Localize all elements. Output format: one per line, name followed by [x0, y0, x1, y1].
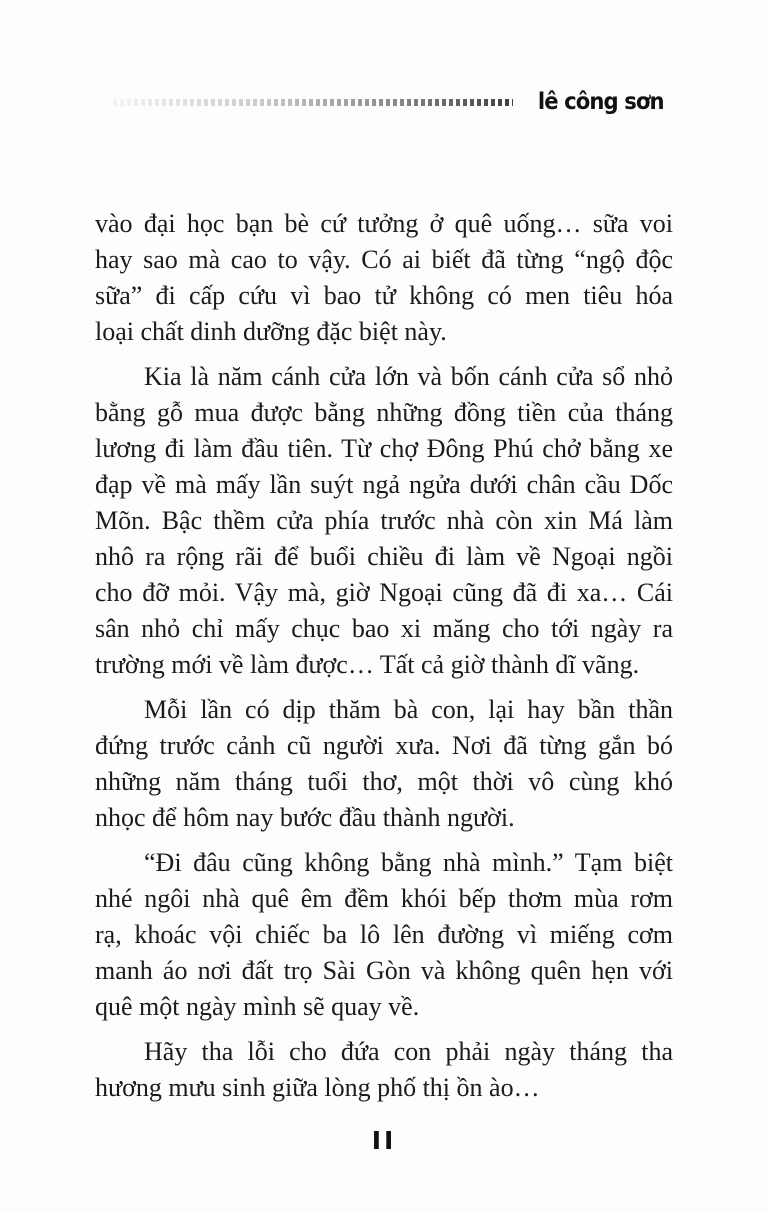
- text-line: vào đại học bạn bè cứ tưởng ở quê uống… sữa voi: [95, 209, 673, 238]
- text-line: nhé ngôi nhà quê êm đềm khói bếp thơm mùa rơm: [95, 884, 673, 913]
- text-line: hay sao mà cao to vậy. Có ai biết đã từng “ngộ độc: [95, 245, 673, 274]
- text-line: đạp về mà mấy lần suýt ngả ngửa dưới chân cầu Dốc: [95, 470, 673, 499]
- body-text: [95, 206, 673, 1115]
- text-line: loại chất dinh dưỡng đặc biệt này.: [95, 317, 447, 346]
- page-number: II: [371, 1126, 397, 1155]
- text-line: manh áo nơi đất trọ Sài Gòn và không quên hẹn với: [95, 956, 673, 985]
- text-line: lương đi làm đầu tiên. Từ chợ Đông Phú chở bằng xe: [95, 434, 673, 463]
- paragraph: [95, 359, 673, 683]
- paragraph: [95, 1034, 673, 1106]
- author-name: lê công sơn: [538, 89, 664, 115]
- text-line: Mõn. Bậc thềm cửa phía trước nhà còn xin Má làm: [95, 506, 673, 535]
- text-line: bằng gỗ mua được bằng những đồng tiền của tháng: [95, 398, 673, 427]
- paragraph: [95, 206, 673, 350]
- text-line: quê một ngày mình sẽ quay về.: [95, 992, 420, 1021]
- text-line: hương mưu sinh giữa lòng phố thị ồn ào…: [95, 1073, 540, 1102]
- dotted-leader: [113, 99, 513, 106]
- paragraph: [95, 692, 673, 836]
- text-line: Hãy tha lỗi cho đứa con phải ngày tháng tha: [144, 1037, 673, 1066]
- text-line: cho đỡ mỏi. Vậy mà, giờ Ngoại cũng đã đi xa… Cái: [95, 578, 673, 607]
- text-line: nhọc để hôm nay bước đầu thành người.: [95, 803, 515, 832]
- text-line: “Đi đâu cũng không bằng nhà mình.” Tạm biệt: [144, 848, 673, 877]
- running-head: [113, 86, 664, 118]
- text-line: những năm tháng tuổi thơ, một thời vô cùng khó: [95, 767, 673, 796]
- text-line: đứng trước cảnh cũ người xưa. Nơi đã từng gắn bó: [95, 731, 673, 760]
- text-line: rạ, khoác vội chiếc ba lô lên đường vì miếng cơm: [95, 920, 673, 949]
- text-line: trường mới về làm được… Tất cả giờ thành dĩ vãng.: [95, 650, 640, 679]
- paragraph: [95, 845, 673, 1025]
- text-line: sữa” đi cấp cứu vì bao tử không có men tiêu hóa: [95, 281, 673, 310]
- text-line: Mỗi lần có dịp thăm bà con, lại hay bần thần: [144, 695, 673, 724]
- text-line: Kia là năm cánh cửa lớn và bốn cánh cửa sổ nhỏ: [144, 362, 673, 391]
- text-line: nhô ra rộng rãi để buổi chiều đi làm về Ngoại ngồi: [95, 542, 673, 571]
- text-line: sân nhỏ chỉ mấy chục bao xi măng cho tới ngày ra: [95, 614, 673, 643]
